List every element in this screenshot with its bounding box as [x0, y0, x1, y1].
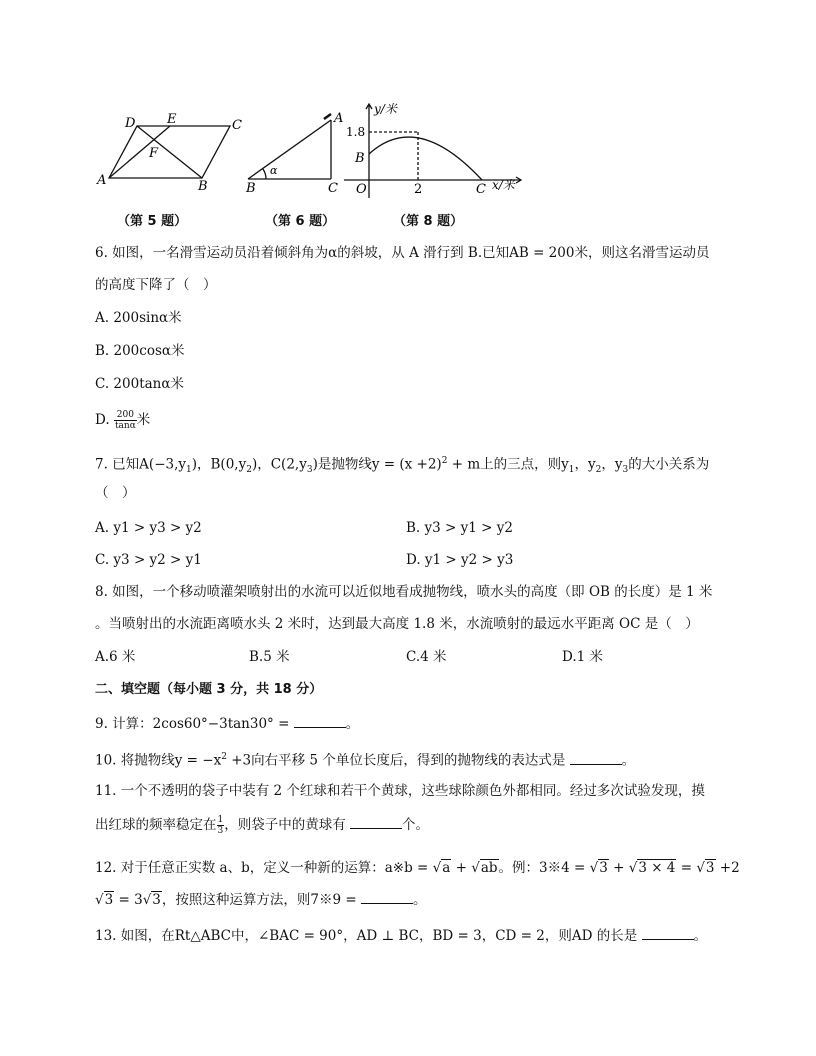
q6-stem-line1: 6. 如图，一名滑雪运动员沿着倾斜角为α的斜坡，从 A 滑行到 B.已知AB = 200米，则这名滑雪运动员: [95, 245, 710, 261]
q6-option-b: B. 200cosα米: [95, 343, 185, 359]
q7-stem-line1: 7. 已知$A(-3,y_1)$，$B(0,y_2)$，$C(2,y_3)$是抛物线$y = (x +2)^2 + m$上的三点，则$y_1$，$y_2$，$y_3$的大小关系为: [95, 456, 710, 476]
q7-option-c: C. y3 > y2 > y1: [95, 552, 202, 568]
fig6-caption: （第 6 题）: [265, 214, 336, 229]
q13-stem: 13. 如图，在Rt△ABC中，∠BAC = 90°，AD ⊥ BC，BD = 3，CD = 2，则AD 的长是 。: [95, 928, 707, 944]
q8-option-a: A.6 米: [95, 649, 136, 665]
q11-fraction: $\frac{1}{3}$: [217, 815, 224, 836]
q6-option-a: A. 200sinα米: [95, 310, 182, 326]
fig5-label-B: B: [198, 179, 208, 194]
fig5-label-E: E: [167, 112, 177, 127]
fig5-label-C: C: [232, 118, 242, 133]
fig6-label-alpha: α: [270, 164, 278, 177]
q6-option-d-fraction: $\frac{200}{\tan\alpha}$: [114, 410, 136, 431]
q6-stem-line2: 的高度下降了（ ）: [95, 277, 217, 293]
fig6-label-C: C: [328, 181, 338, 196]
fig8-label-B: B: [355, 151, 365, 166]
q12-stem-line2: √3 = 3√3，按照这种运算方法，则7※9 = 。: [95, 892, 427, 908]
q8-stem-line1: 8. 如图，一个移动喷灌架喷射出的水流可以近似地看成抛物线，喷水头的高度（即 OB 的长度）是 1 米: [95, 584, 713, 600]
q11-stem-line1: 11. 一个不透明的袋子中装有 2 个红球和若干个黄球，这些球除颜色外都相同。经过多次试验发现，摸: [95, 783, 705, 799]
q12-answer-blank[interactable]: [361, 891, 413, 904]
fig5-label-F: F: [149, 146, 159, 161]
fig8-label-2: 2: [414, 182, 423, 197]
fig6-label-A: A: [334, 111, 344, 126]
q10-answer-blank[interactable]: [570, 752, 622, 765]
q13-answer-blank[interactable]: [642, 927, 694, 940]
q12-stem-line1: 12. 对于任意正实数 a、b，定义一种新的运算：a※b = √a + √ab。例：3※4 = √3 + √3 × 4 = √3 +2: [95, 860, 740, 876]
fig5-label-A: A: [97, 173, 107, 188]
q7-option-d: D. y1 > y2 > y3: [406, 552, 514, 568]
fig8-label-18: 1.8: [346, 125, 366, 139]
q7-option-a: A. y1 > y3 > y2: [95, 520, 202, 536]
fig8-label-O: O: [356, 182, 367, 197]
figure-8-parabola: [340, 100, 535, 205]
q7-stem-line2: （ ）: [95, 485, 136, 501]
q6-option-c: C. 200tanα米: [95, 376, 184, 392]
fig8-label-C: C: [476, 182, 486, 197]
fig8-xaxis-label: x/米: [492, 178, 515, 192]
q8-option-b: B.5 米: [249, 649, 290, 665]
q9-answer-blank[interactable]: [294, 715, 346, 728]
section-heading-fill-in: 二、填空题（每小题 3 分，共 18 分）: [95, 682, 323, 697]
q6-option-d: D. $\frac{200}{\tan\alpha}$ 米: [95, 410, 151, 431]
figure-6-triangle: [240, 100, 350, 205]
fig8-yaxis-label: y/米: [374, 102, 397, 116]
fig6-label-B: B: [246, 181, 256, 196]
q9-stem: 9. 计算：2cos60°−3tan30° = 。: [95, 716, 360, 732]
q8-stem-line2: 。当喷射出的水流距离喷水头 2 米时，达到最大高度 1.8 米，水流喷射的最远水平距离 OC 是（ ）: [95, 616, 699, 632]
q7-option-b: B. y3 > y1 > y2: [406, 520, 513, 536]
fig5-label-D: D: [125, 116, 136, 131]
q10-stem: 10. 将抛物线$y = -x^2 +3$向右平移 5 个单位长度后，得到的抛物线的表达式是 。: [95, 752, 636, 769]
fig5-caption: （第 5 题）: [117, 214, 188, 229]
fig8-caption: （第 8 题）: [393, 214, 464, 229]
figures-row: [95, 100, 535, 235]
q8-option-d: D.1 米: [562, 649, 604, 665]
q11-answer-blank[interactable]: [350, 816, 402, 829]
figure-5-parallelogram: [95, 100, 245, 205]
q11-stem-line2: 出红球的频率稳定在 $\frac{1}{3}$ ，则袋子中的黄球有 个。: [95, 815, 430, 836]
q8-option-c: C.4 米: [406, 649, 447, 665]
